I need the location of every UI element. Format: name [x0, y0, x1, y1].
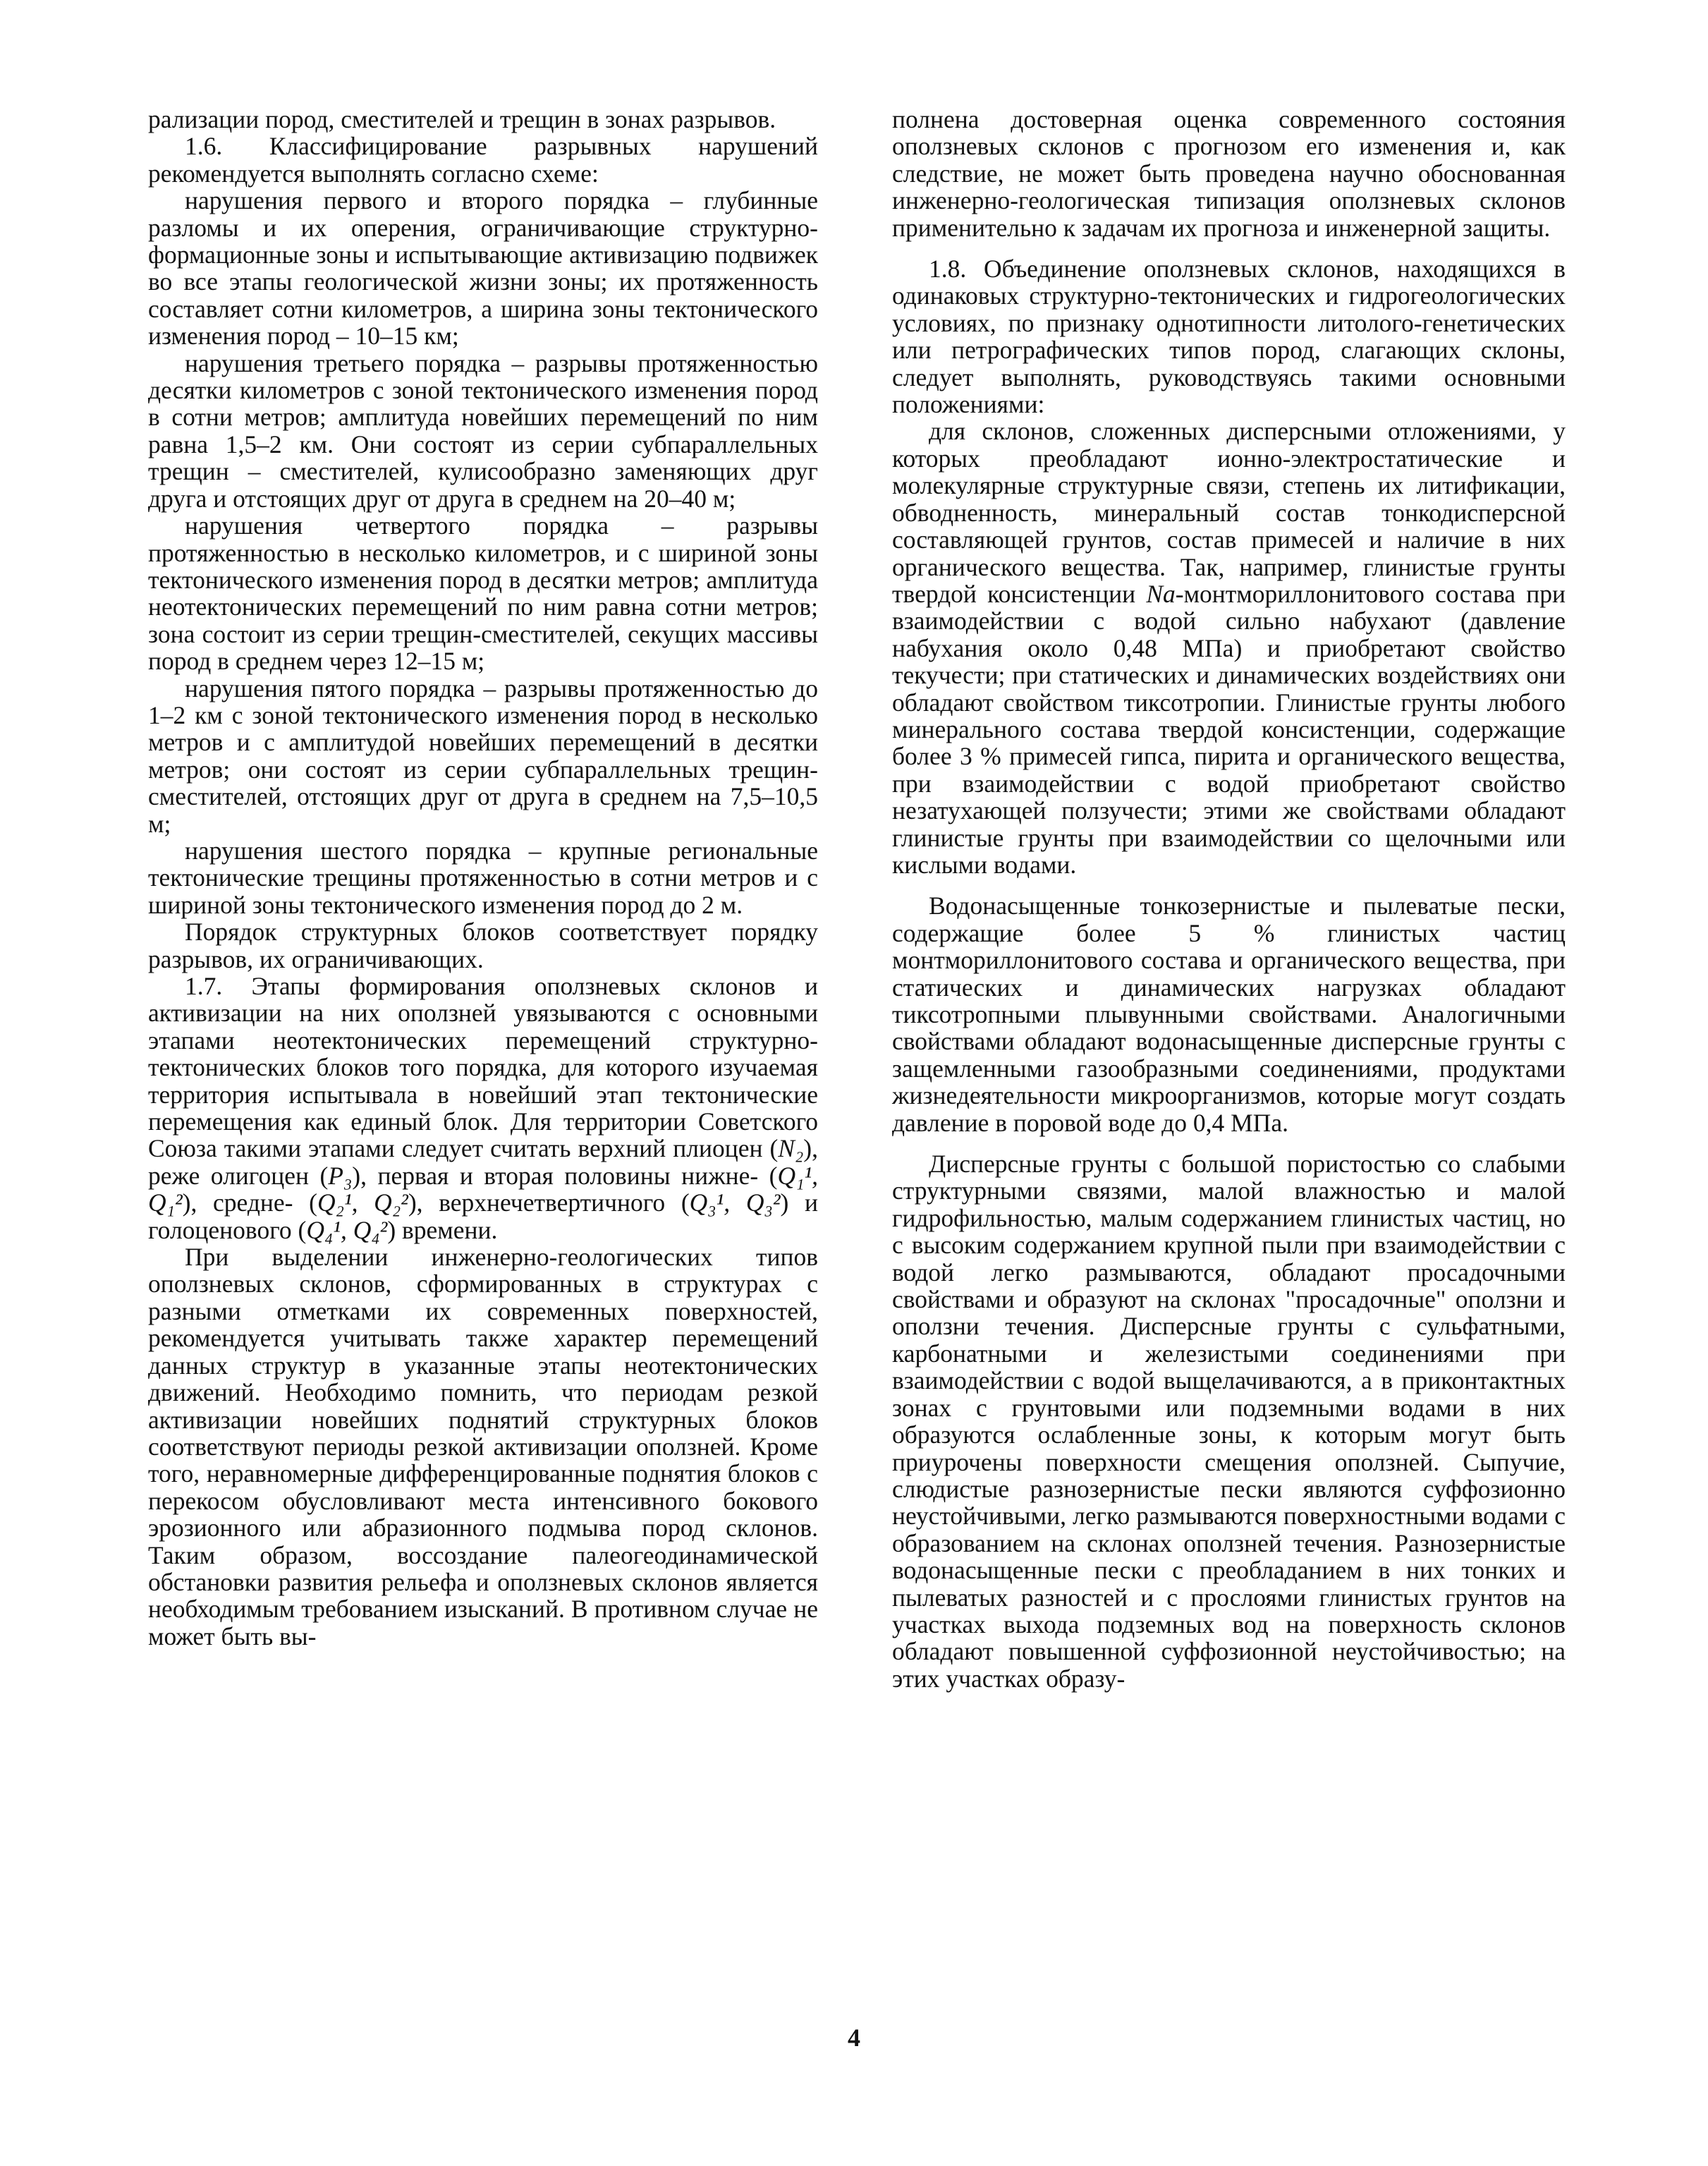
- paragraph: Водонасыщенные тонкозернистые и пылеватые пески, содержащие более 5 % глинистых частиц монтмориллонитового состава и органического вещества, при статических и динамических нагрузках обладают тиксотропными плывунными свойствами. Аналогичными свойствами обладают водонасыщенные дисперсные грунты с защемленными газообразными соединениями, продуктами жизнедеятельности микроорганизмов, которые могут создать давление в поровой воде до 0,4 МПа.: [892, 892, 1566, 1137]
- paragraph-section-1-8: 1.8. Объединение оползневых склонов, находящихся в одинаковых структурно-тектонических и гидрогеологических условиях, по признаку однотипности литолого-генетических или петрографических типов пород, слагающих склоны, следует выполнять, руководствуясь такими основными положениями:: [892, 255, 1566, 419]
- paragraph: рализации пород, сместителей и трещин в зонах разрывов.: [148, 105, 776, 133]
- text-run: ), верхнечетвертичного (: [408, 1188, 690, 1217]
- stratigraphic-index: N₂: [778, 1134, 804, 1163]
- text-run: для склонов, сложенных дисперсными отложениями, у которых преобладают ионно-электростатические и молекулярные структурные связи, степень их литификации, обводненность, минеральный состав тонкодисперсной составляющей грунтов, состав примесей и наличие в них органического вещества. Так, например, глинистые грунты твердой консистенции: [892, 417, 1566, 608]
- paragraph: нарушения четвертого порядка – разрывы протяженностью в несколько километров, и с шириной зоны тектонического изменения пород в десятки метров; амплитуда неотектонических перемещений по ним равна сотни метров; зона состоит из серии трещин-сместителей, секущих массивы пород в среднем через 12–15 м;: [148, 511, 818, 676]
- paragraph: нарушения третьего порядка – разрывы протяженностью десятки километров с зоной тектонического изменения пород в сотни метров; амплитуда новейших перемещений по ним равна 1,5–2 км. Они состоят из серии субпараллельных трещин – сместителей, кулисообразно заменяющих друг друга и отстоящих друг от друга в среднем на 20–40 м;: [148, 348, 818, 513]
- text-run: ) времени.: [387, 1215, 498, 1244]
- chemical-symbol: Na: [1146, 579, 1176, 608]
- paragraph: Порядок структурных блоков соответствует порядку разрывов, их ограничивающих.: [148, 918, 818, 973]
- paragraph: [892, 418, 1566, 878]
- text-run: ), реже олигоцен (: [148, 1134, 818, 1190]
- stratigraphic-index: Q₃¹, Q₃²: [689, 1188, 781, 1217]
- stratigraphic-index: P₃: [328, 1161, 353, 1190]
- stratigraphic-index: Q₁¹, Q₁²: [148, 1161, 818, 1217]
- page-number: 4: [848, 2024, 860, 2052]
- paragraph: нарушения шестого порядка – крупные региональные тектонические трещины протяженностью в сотни метров и с шириной зоны тектонического изменения пород до 2 м.: [148, 836, 818, 919]
- stratigraphic-index: Q₂¹, Q₂²: [317, 1188, 408, 1217]
- paragraph: нарушения первого и второго порядка – глубинные разломы и их оперения, ограничивающие структурно-формационные зоны и испытывающие активизацию подвижек во все этапы геологической жизни зоны; их протяженность составляет сотни километров, а ширина зоны тектонического изменения пород – 10–15 км;: [148, 186, 818, 351]
- text-run: ) и голоценового (: [148, 1188, 819, 1244]
- right-column: [892, 106, 1566, 1692]
- paragraph-section-1-7: [148, 973, 818, 1243]
- paragraph: При выделении инженерно-геологических типов оползневых склонов, сформированных в структурах с разными отметками их современных поверхностей, рекомендуется учитывать также характер перемещений данных структур в указанные этапы неотектонических движений. Необходимо помнить, что периодам резкой активизации новейших поднятий структурных блоков соответствуют периоды резкой активизации оползней. Кроме того, неравномерные дифференцированные поднятия блоков с перекосом обусловливают места интенсивного бокового эрозионного или абразионного подмыва пород склонов. Таким образом, воссоздание палеогеодинамической обстановки развития рельефа и оползневых склонов является необходимым требованием изысканий. В противном случае не может быть вы-: [148, 1243, 818, 1650]
- text-run: 1.7. Этапы формирования оползневых склонов и активизации на них оползней увязываются с основными этапами неотектонических перемещений структурно-тектонических блоков того порядка, для которого изучаемая территория испытывала в новейший этап тектонические перемещения как единый блок. Для территории Советского Союза такими этапами следует считать верхний плиоцен (: [148, 972, 818, 1163]
- paragraph: Дисперсные грунты с большой пористостью со слабыми структурными связями, малой влажностью и малой гидрофильностью, малым содержанием глинистых частиц, но с высоким содержанием крупной пыли при взаимодействии с водой легко размываются, обладают просадочными свойствами и образуют на склонах "просадочные" оползни и оползни течения. Дисперсные грунты с сульфатными, карбонатными и железистыми соединениями при взаимодействии с водой выщелачиваются, а в приконтактных зонах с грунтовыми или подземными водами в них образуются ослабленные зоны, к которым могут быть приурочены поверхности смещения оползней. Сыпучие, слюдистые разнозернистые пески являются суффозионно неустойчивыми, легко размываются поверхностными водами с образованием на склонах оползней течения. Разнозернистые водонасыщенные пески с преобладанием в них тонких и пылеватых разностей и с прослоями глинистых грунтов на участках выхода подземных вод на поверхность склонов обладают повышенной суффозионной неустойчивостью; на этих участках образу-: [892, 1150, 1566, 1693]
- left-column: [148, 106, 818, 1650]
- stratigraphic-index: Q₄¹, Q₄²: [306, 1215, 388, 1244]
- text-run: -монтмориллонитового состава при взаимодействии с водой сильно набухают (давление набухания около 0,48 МПа) и приобретают свойство текучести; при статических и динамических воздействиях они обладают свойством тиксотропии. Глинистые грунты любого минерального состава твердой консистенции, содержащие более 3 % примесей гипса, пирита и органического вещества, при взаимодействии с водой приобретают свойство незатухающей ползучести; этими же свойствами обладают глинистые грунты при взаимодействии со щелочными или кислыми водами.: [892, 579, 1566, 879]
- text-run: ), средне- (: [182, 1188, 317, 1217]
- paragraph: нарушения пятого порядка – разрывы протяженностью до 1–2 км с зоной тектонического изменения пород в несколько метров и с амплитудой новейших перемещений в десятки метров; они состоят из серии субпараллельных трещин-сместителей, отстоящих друг от друга в среднем на 7,5–10,5 м;: [148, 674, 818, 838]
- text-run: ), первая и вторая половины нижне- (: [352, 1161, 778, 1190]
- paragraph-section-1-6: 1.6. Классифицирование разрывных нарушений рекомендуется выполнять согласно схеме:: [148, 132, 818, 188]
- paragraph: полнена достоверная оценка современного состояния оползневых склонов с прогнозом его изменения и, как следствие, не может быть проведена научно обоснованная инженерно-геологическая типизация оползневых склонов применительно к задачам их прогноза и инженерной защиты.: [892, 105, 1566, 242]
